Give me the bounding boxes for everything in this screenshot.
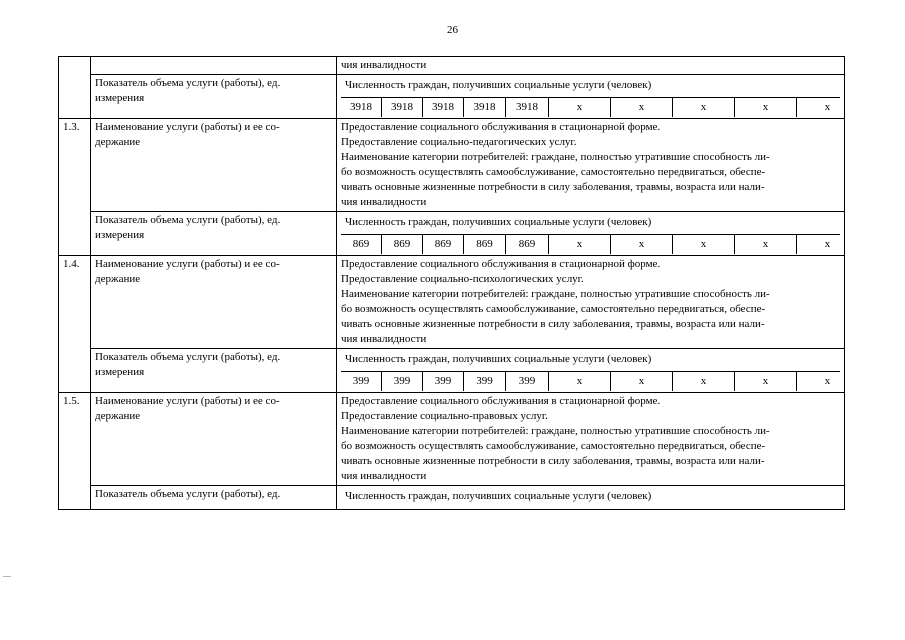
description-line: бо возможность осуществлять самообслуживание, самостоятельно передвигаться, обеспе- <box>341 440 766 452</box>
description-line: Предоставление социального обслуживания в стационарной форме. <box>341 258 661 270</box>
measure-label: Показатель объема услуги (работы), ед. измерения <box>91 75 337 119</box>
value-cell: 399 <box>423 372 464 391</box>
table-row <box>59 486 845 510</box>
value-cell: 869 <box>382 235 423 254</box>
table-row <box>59 212 845 256</box>
value-cell: x <box>735 98 797 117</box>
measure-label: Показатель объема услуги (работы), ед. измерения <box>91 349 337 393</box>
value-cell: 3918 <box>341 98 382 117</box>
value-cell: 3918 <box>464 98 506 117</box>
description-line: Наименование категории потребителей: граждане, полностью утратившие способность ли- <box>341 151 770 163</box>
description-line: чия инвалидности <box>341 196 427 208</box>
item-number: 1.5. <box>59 393 91 510</box>
value-cell: x <box>611 235 673 254</box>
table-row <box>59 75 845 119</box>
quantity-cell <box>337 486 845 510</box>
description-line: Предоставление социально-правовых услуг. <box>341 410 548 422</box>
measure-label: Показатель объема услуги (работы), ед. измерения <box>91 212 337 256</box>
service-description <box>337 119 845 212</box>
description-line: бо возможность осуществлять самообслуживание, самостоятельно передвигаться, обеспе- <box>341 166 766 178</box>
description-line: Предоставление социального обслуживания в стационарной форме. <box>341 121 661 133</box>
value-cell: 399 <box>341 372 382 391</box>
value-cell: 399 <box>464 372 506 391</box>
measure-unit: Численность граждан, получивших социальные услуги (человек) <box>345 490 652 502</box>
value-cell: x <box>824 375 831 387</box>
value-cell: 869 <box>341 235 382 254</box>
value-cell: 3918 <box>382 98 423 117</box>
value-cell: x <box>549 98 611 117</box>
description-line: Предоставление социально-психологических услуг. <box>341 273 584 285</box>
item-number-cell <box>59 57 91 119</box>
measure-unit: Численность граждан, получивших социальные услуги (человек) <box>341 213 840 235</box>
table-row <box>59 393 845 486</box>
value-cell: 3918 <box>423 98 464 117</box>
name-label-cell <box>91 57 337 75</box>
label-line: держание <box>95 410 141 422</box>
page-number: 26 <box>447 24 458 36</box>
label-line: Наименование услуги (работы) и ее со- <box>95 258 280 270</box>
item-number: 1.4. <box>59 256 91 393</box>
label-line: держание <box>95 136 141 148</box>
value-cell: x <box>824 238 831 250</box>
value-cell: x <box>673 98 735 117</box>
table-row <box>59 119 845 212</box>
service-description <box>337 393 845 486</box>
description-line: чия инвалидности <box>341 59 427 71</box>
service-name-label <box>91 256 337 349</box>
measure-unit: Численность граждан, получивших социальные услуги (человек) <box>341 350 840 372</box>
value-cell: x <box>549 235 611 254</box>
value-cell: 399 <box>382 372 423 391</box>
value-cell: x <box>611 372 673 391</box>
description-line: чия инвалидности <box>341 470 427 482</box>
value-cell: x <box>549 372 611 391</box>
description-line: Наименование категории потребителей: граждане, полностью утратившие способность ли- <box>341 425 770 437</box>
quantity-cell <box>337 75 845 119</box>
value-cell: 3918 <box>506 98 549 117</box>
measure-label: Показатель объема услуги (работы), ед. <box>91 486 337 510</box>
description-line: бо возможность осуществлять самообслуживание, самостоятельно передвигаться, обеспе- <box>341 303 766 315</box>
measure-unit: Численность граждан, получивших социальные услуги (человек) <box>341 76 840 98</box>
table-row <box>59 256 845 349</box>
description-line: чия инвалидности <box>341 333 427 345</box>
label-line: держание <box>95 273 141 285</box>
value-cell: 869 <box>506 235 549 254</box>
service-name-label <box>91 393 337 486</box>
description-line: чивать основные жизненные потребности в силу заболевания, травмы, возраста или нали- <box>341 181 765 193</box>
service-description <box>337 256 845 349</box>
description-cell <box>337 57 845 75</box>
quantity-cell <box>337 349 845 393</box>
table-row <box>59 57 845 75</box>
value-cell: x <box>673 235 735 254</box>
value-cell: 399 <box>506 372 549 391</box>
value-cell: x <box>735 235 797 254</box>
value-cell: 869 <box>464 235 506 254</box>
description-line: чивать основные жизненные потребности в силу заболевания, травмы, возраста или нали- <box>341 318 765 330</box>
description-line: Предоставление социально-педагогических услуг. <box>341 136 577 148</box>
label-line: Наименование услуги (работы) и ее со- <box>95 395 280 407</box>
values-row <box>341 235 858 254</box>
values-row <box>341 98 858 117</box>
value-cell: x <box>735 372 797 391</box>
label-line: Наименование услуги (работы) и ее со- <box>95 121 280 133</box>
table-row <box>59 349 845 393</box>
service-name-label <box>91 119 337 212</box>
item-number: 1.3. <box>59 119 91 256</box>
description-line: чивать основные жизненные потребности в силу заболевания, травмы, возраста или нали- <box>341 455 765 467</box>
values-row <box>341 372 858 391</box>
value-cell: x <box>673 372 735 391</box>
services-table <box>58 56 845 510</box>
value-cell: x <box>824 101 831 113</box>
quantity-cell <box>337 212 845 256</box>
description-line: Наименование категории потребителей: граждане, полностью утратившие способность ли- <box>341 288 770 300</box>
value-cell: x <box>611 98 673 117</box>
edge-mark: — <box>3 571 11 580</box>
value-cell: 869 <box>423 235 464 254</box>
description-line: Предоставление социального обслуживания в стационарной форме. <box>341 395 661 407</box>
